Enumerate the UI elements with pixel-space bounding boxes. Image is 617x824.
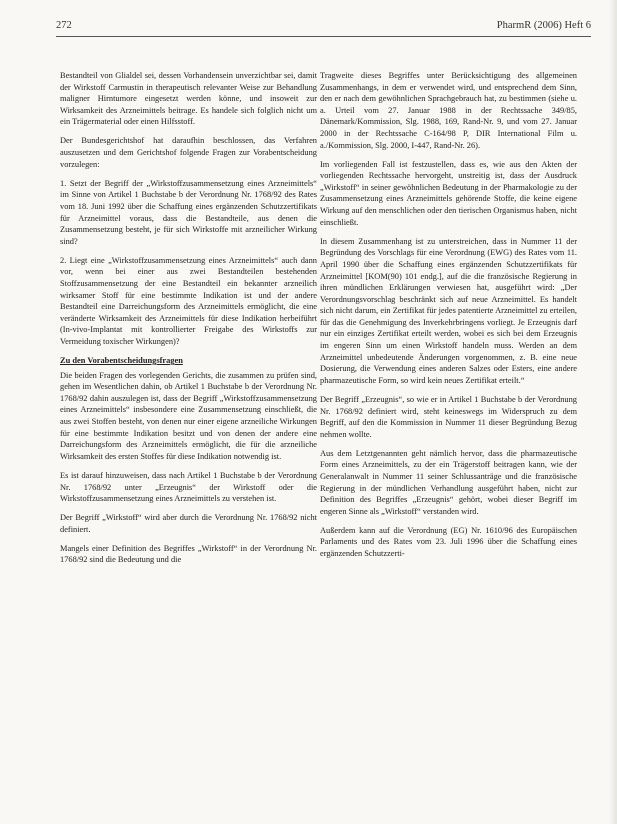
question-1: 1. Setzt der Begriff der „Wirkstoffzusammensetzung eines Arzneimittels“ im Sinne von Artikel 1 Buchstabe b der Verordnung Nr. 1768/92 des Rates vom 18. Juni 1992 über die Schaffung eines ergänzenden Schutzzertifikats für Arzneimittel voraus, dass die Bestandteile, aus denen die Zusammensetzung besteht, je für sich Wirkstoffe mit arzneilicher Wirkung sind? — [60, 178, 317, 246]
left-paragraph-6: Es ist darauf hinzuweisen, dass nach Artikel 1 Buchstabe b der Verordnung Nr. 1768/92 unter „Erzeugnis“ der Wirkstoff oder die Wirkstoffzusammensetzung eines Arzneimittels zu verstehen ist. — [60, 470, 317, 504]
left-paragraph-1: Bestandteil von Glialdel sei, dessen Vorhandensein unverzichtbar sei, damit der Wirkstoff Carmustin in therapeutisch relevanter Weise zur Behandlung maligner Hirntumore eingesetzt werden könne, und insoweit zur Wirksamkeit des Arzneimittels beitrage. Es handele sich folglich nicht um ein Trägermaterial oder einen Hilfsstoff. — [60, 71, 317, 127]
left-paragraph-5: Die beiden Fragen des vorlegenden Gerichts, die zusammen zu prüfen sind, gehen im Wesentlichen dahin, ob Artikel 1 Buchstabe b der Verordnung Nr. 1768/92 dahin auszulegen ist, dass der Begriff „Wirkstoffzusammensetzung eines Arzneimittels“ insbesondere eine Zusammensetzung einschließt, die aus zwei Stoffen besteht, von denen nur einer eigene arzneiliche Wirkungen für eine bestimmte Indikation besitzt und von denen der andere eine Darreichungsform des Arzneimittels ermöglicht, die für die arzneiliche Wirksamkeit des ersten Stoffes für diese Indikation notwendig ist. — [60, 370, 317, 461]
scan-edge-shadow — [609, 0, 617, 824]
journal-reference: PharmR (2006) Heft 6 — [496, 20, 591, 31]
right-paragraph-3: In diesem Zusammenhang ist zu unterstreichen, dass in Nummer 11 der Begründung des Vorschlags für eine Verordnung (EWG) des Rates vom 11. April 1990 über die Schaffung eines ergänzenden Schutzzertifikats für Arzneimittel [KOM(90) 101 endg.], auf die die französische Regierung in ihren mündlichen Erklärungen verwiesen hat, ausgeführt wird: „Der Verordnungsvorschlag beschränkt sich auf neue Arzneimittel. Es handelt sich nicht darum, ein Zertifikat für jedes patentierte Arzneimittel zu erteilen, für das die Genehmigung des Inverkehrbringens vorliegt. Je Erzeugnis darf nur ein einziges Zertifikat erteilt werden, wobei es sich bei dem Erzeugnis im engeren Sinn um einen Wirkstoff handeln muss. Werden an dem Arzneimittel unbedeutende Änderungen vorgenommen, z. B. eine neue Dosierung, die Verwendung eines anderen Salzes oder Esters, eine andere pharmazeutische Form, so wird kein neues Zertifikat erteilt.“ — [320, 236, 577, 385]
right-paragraph-6: Außerdem kann auf die Verordnung (EG) Nr. 1610/96 des Europäischen Parlaments und des Rates vom 23. Juli 1996 über die Schaffung eines ergänzenden Schutzzerti- — [320, 525, 577, 559]
right-paragraph-5: Aus dem Letztgenannten geht nämlich hervor, dass die pharmazeutische Form eines Arzneimittels, zu der ein Trägerstoff beitragen kann, wie der Generalanwalt in Nummer 11 seiner Schlussanträge und die französische Regierung in der mündlichen Verhandlung ausgeführt haben, nicht zur Definition des Begriffes „Erzeugnis“ gehört, wobei dieser Begriff im engeren Sinne als „Wirkstoff“ verstanden wird. — [320, 448, 577, 516]
question-2: 2. Liegt eine „Wirkstoffzusammensetzung eines Arzneimittels“ auch dann vor, wenn bei einer aus zwei Bestandteilen bestehenden Stoffzusammensetzung der eine Bestandteil ein bekannter arzneilich wirksamer Stoff für eine bestimmte Indikation ist und der andere Bestandteil eine Darreichungsform des Arzneimittels ermöglicht, die eine veränderte Wirksamkeit des Arzneimittels für diese Indikation herbeiführt (In-vivo-Implantat mit kontrollierter Freigabe des Wirkstoffs zur Vermeidung toxischer Wirkungen)? — [60, 255, 317, 346]
left-column — [60, 70, 317, 574]
right-paragraph-2: Im vorliegenden Fall ist festzustellen, dass es, wie aus den Akten der vorliegenden Rechtssache hervorgeht, unstreitig ist, dass der Ausdruck „Wirkstoff“ in seiner gewöhnlichen Bedeutung in der Pharmakologie zu der Zusammensetzung eines Arzneimittels gehörende Stoffe, die keine eigene Wirkung auf den menschlichen oder den tierischen Organismus haben, nicht einschließt. — [320, 159, 577, 227]
header-rule — [56, 36, 591, 37]
left-paragraph-8: Mangels einer Definition des Begriffes „Wirkstoff“ in der Verordnung Nr. 1768/92 sind die Bedeutung und die — [60, 543, 317, 565]
left-paragraph-7: Der Begriff „Wirkstoff“ wird aber durch die Verordnung Nr. 1768/92 nicht definiert. — [60, 513, 317, 534]
running-header — [56, 20, 591, 34]
right-paragraph-4: Der Begriff „Erzeugnis“, so wie er in Artikel 1 Buchstabe b der Verordnung Nr. 1768/92 definiert wird, steht keineswegs im Widerspruch zu dem Begriff, auf den die Kommission in Nummer 11 dieser Begründung Bezug nehmen wollte. — [320, 394, 577, 439]
right-column — [320, 70, 577, 567]
section-heading: Zu den Vorabentscheidungsfragen — [60, 356, 183, 366]
page-number: 272 — [56, 20, 72, 31]
right-paragraph-1: Tragweite dieses Begriffes unter Berücksichtigung des allgemeinen Zusammenhangs, in dem er verwendet wird, und entsprechend dem Sinn, den er nach dem gewöhnlichen Sprachgebrauch hat, zu bestimmen (siehe u. a. Urteil vom 27. Januar 1988 in der Rechtssache 349/85, Dänemark/Kommission, Slg. 1988, 169, Rand-Nr. 9, und vom 27. Januar 2000 in der Rechtssache C-164/98 P, DIR International Film u. a./Kommission, Slg. 2000, I-447, Rand-Nr. 26). — [320, 71, 577, 150]
left-paragraph-2: Der Bundesgerichtshof hat daraufhin beschlossen, das Verfahren auszusetzen und dem Gerichtshof folgende Fragen zur Vorabentscheidung vorzulegen: — [60, 136, 317, 169]
